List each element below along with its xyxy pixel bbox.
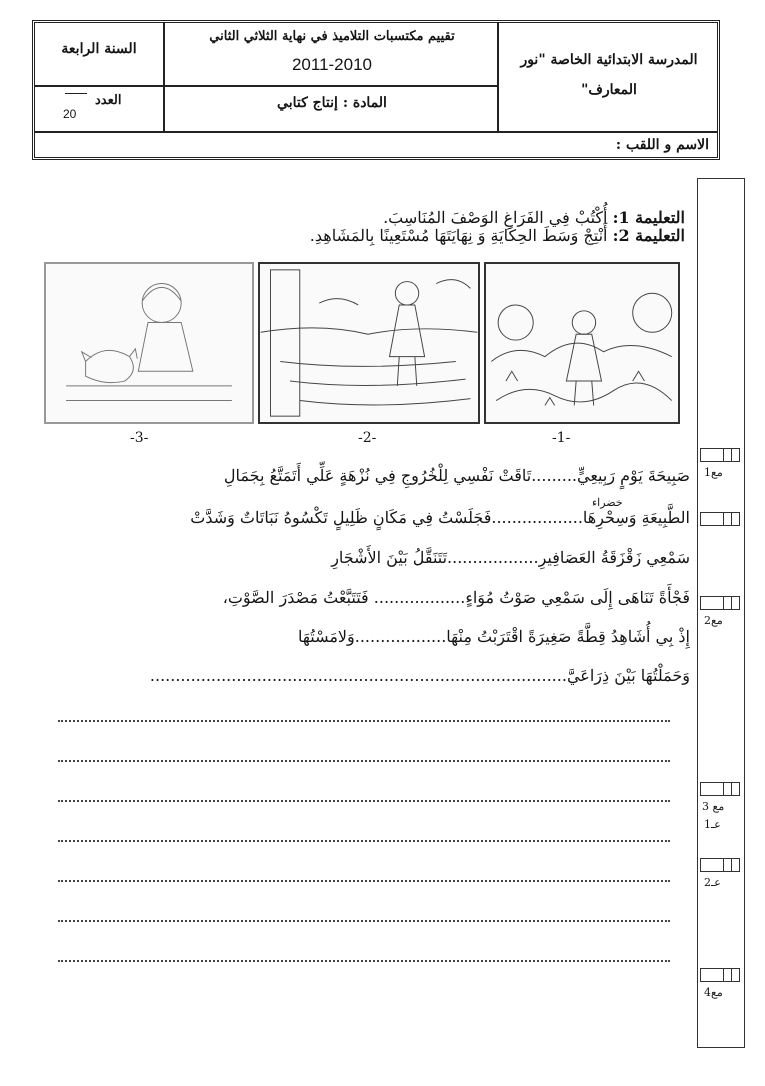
writing-line[interactable] <box>58 840 670 842</box>
header-divider <box>35 131 717 133</box>
score-box[interactable] <box>700 448 740 462</box>
story-line-2[interactable]: الطَّبِيعَةِ وَسِحْرِهَا..................فَجَلَسْتُ فِي مَكَانٍ ظَلِيلٍ تَكْسُوهُ نَبَاتَاتٌ وَشَدَّتْ <box>190 508 690 527</box>
school-name: المدرسة الابتدائية الخاصة "نور المعارف" <box>520 52 698 98</box>
writing-line[interactable] <box>58 880 670 882</box>
scoring-column <box>697 178 745 1048</box>
picture-number: -2- <box>358 430 377 446</box>
score-box[interactable] <box>700 512 740 526</box>
header-divider <box>165 85 497 87</box>
scene-picture-1 <box>484 262 680 424</box>
score-label: مع2 <box>704 614 723 627</box>
girl-in-garden-icon <box>486 264 678 422</box>
fraction-line <box>65 93 87 94</box>
header-box <box>32 20 720 160</box>
score-box[interactable] <box>700 596 740 610</box>
grade-level: السنة الرابعة <box>61 41 137 57</box>
header-divider <box>35 85 163 87</box>
score-label: عـ2 <box>704 876 721 889</box>
story-line-1[interactable]: صَبِيحَةَ يَوْمٍ رَبِيعِيٍّ.........تَاقَتْ نَفْسِي لِلْخُرُوجِ فِي نُزْهَةٍ عَلِّي أَتَمَتَّعُ بِجَمَالِ <box>223 466 690 485</box>
writing-line[interactable] <box>58 920 670 922</box>
subject: المادة : إنتاج كتابي <box>277 95 387 111</box>
writing-line[interactable] <box>58 760 670 762</box>
scene-picture-2 <box>258 262 480 424</box>
score-max: 20 <box>63 107 77 121</box>
picture-number: -3- <box>130 430 149 446</box>
writing-line[interactable] <box>58 960 670 962</box>
girl-with-cat-icon <box>46 264 252 422</box>
writing-line[interactable] <box>58 720 670 722</box>
handwritten-note: خضراء <box>592 496 623 509</box>
score-label: مع 3 <box>702 800 725 813</box>
writing-line[interactable] <box>58 800 670 802</box>
story-line-4[interactable]: فَجْأَةً تَنَاهَى إِلَى سَمْعِي صَوْتُ مُوَاءٍ.................. فَتَتَبَّعْتُ مَصْدَرَ الصَّوْتِ، <box>222 588 690 607</box>
instruction-2: التعليمة 2: أَنْتِجْ وَسَطَ الحِكَايَةِ وَ نِهَايَتَهَا مُسْتَعِينًا بِالمَشَاهِدِ. <box>309 226 685 245</box>
girl-by-river-icon <box>260 264 478 422</box>
score-label: مع1 <box>704 466 723 479</box>
scene-picture-3 <box>44 262 254 424</box>
picture-number: -1- <box>552 430 571 446</box>
header-divider <box>497 23 499 133</box>
score-label: عـ1 <box>704 818 721 831</box>
exam-title: تقييم مكتسبات التلاميذ في نهاية الثلاثي الثاني <box>209 29 455 44</box>
score-box[interactable] <box>700 858 740 872</box>
story-line-3[interactable]: سَمْعِي زَقْزَقَةُ العَصَافِيرِ..................تَتَنَقَّلُ بَيْنَ الأَشْجَارِ <box>331 548 690 567</box>
score-box[interactable] <box>700 782 740 796</box>
score-box[interactable] <box>700 968 740 982</box>
header-divider <box>163 23 165 133</box>
name-label: الاسم و اللقب : <box>615 137 709 153</box>
score-label: مع4 <box>704 986 723 999</box>
story-line-6[interactable]: وَحَمَلْتُهَا بَيْنَ ذِرَاعَيَّ.................................................................................. <box>149 666 690 685</box>
score-label: العدد <box>95 93 122 108</box>
school-year: 2011-2010 <box>291 55 373 74</box>
instruction-1: التعليمة 1: أُكْتُبْ فِي الفَرَاغِ الوَصْفَ المُنَاسِبَ. <box>383 208 685 227</box>
story-line-5[interactable]: إِذْ بِي أُشَاهِدُ قِطَّةً صَغِيرَةً اقْتَرَبْتُ مِنْهَا..................وَلامَسْتُهَا <box>297 627 690 646</box>
